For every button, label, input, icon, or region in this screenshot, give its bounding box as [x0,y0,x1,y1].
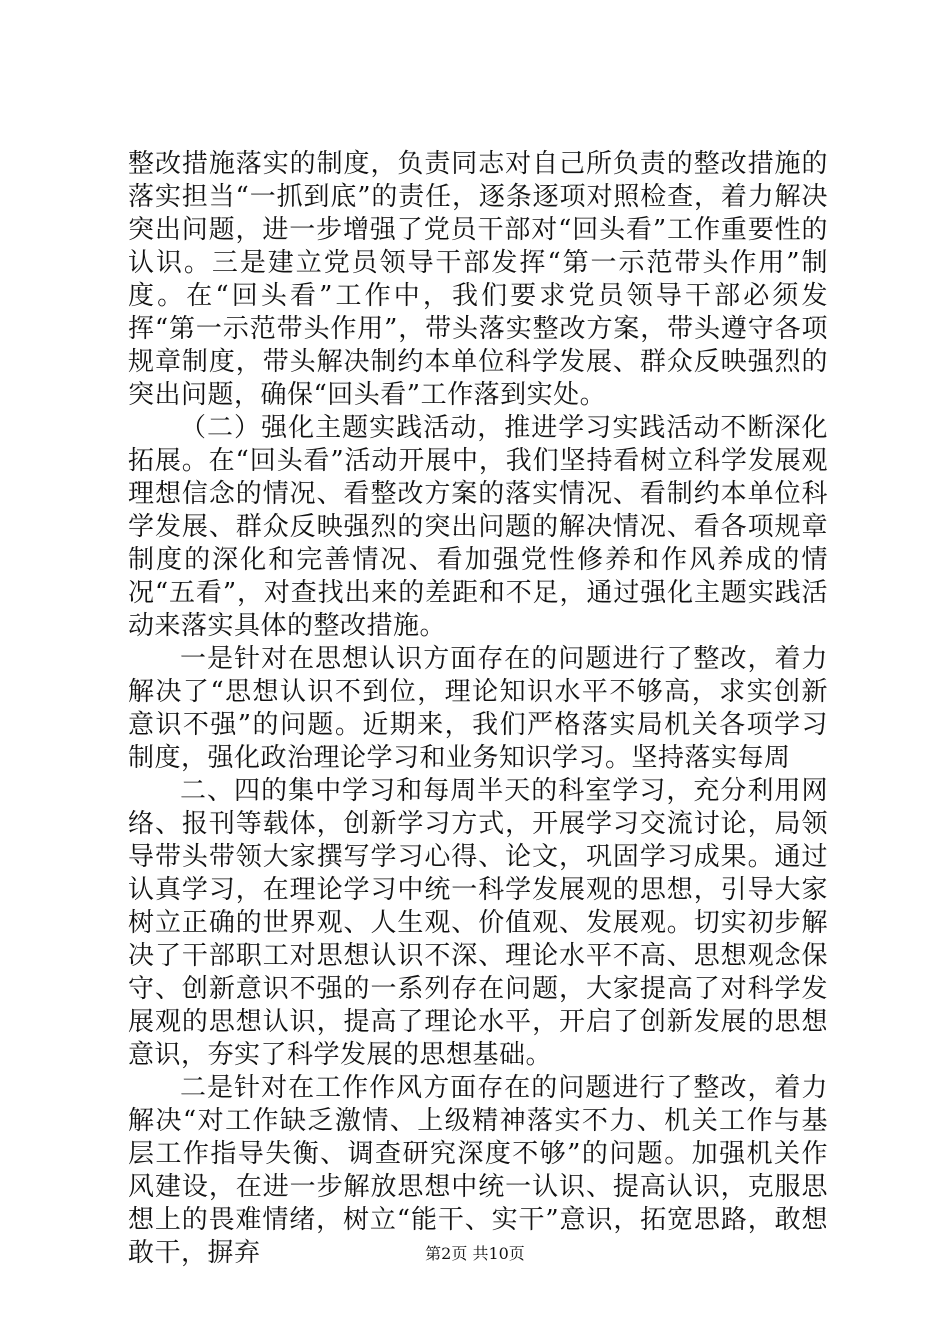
paragraph-3: 一是针对在思想认识方面存在的问题进行了整改，着力解决了“思想认识不到位，理论知识水平不够高，求实创新意识不强”的问题。近期来，我们严格落实局机关各项学习制度，强化政治理论学习和业务知识学习。坚持落实每周 [128,644,828,773]
page-number-footer: 第2页 共10页 [425,1244,525,1263]
paragraph-1: 整改措施落实的制度，负责同志对自己所负责的整改措施的落实担当“一抓到底”的责任，逐条逐项对照检查，着力解决突出问题，进一步增强了党员干部对“回头看”工作重要性的认识。三是建立党员领导干部发挥“第一示范带头作用”制度。在“回头看”工作中，我们要求党员领导干部必须发挥“第一示范带头作用”，带头落实整改方案，带头遵守各项规章制度，带头解决制约本单位科学发展、群众反映强烈的突出问题，确保“回头看”工作落到实处。 [128,149,828,410]
paragraph-4: 二、四的集中学习和每周半天的科室学习，充分利用网络、报刊等载体，创新学习方式，开展学习交流讨论，局领导带头带领大家撰写学习心得、论文，巩固学习成果。通过认真学习，在理论学习中统一科学发展观的思想，引导大家树立正确的世界观、人生观、价值观、发展观。切实初步解决了干部职工对思想认识不深、理论水平不高、思想观念保守、创新意识不强的一系列存在问题，大家提高了对科学发展观的思想认识，提高了理论水平，开启了创新发展的思想意识，夯实了科学发展的思想基础。 [128,776,828,1070]
paragraph-2: （二）强化主题实践活动，推进学习实践活动不断深化拓展。在“回头看”活动开展中，我们坚持看树立科学发展观理想信念的情况、看整改方案的落实情况、看制约本单位科学发展、群众反映强烈的突出问题的解决情况、看各项规章制度的深化和完善情况、看加强党性修养和作风养成的情况“五看”，对查找出来的差距和不足，通过强化主题实践活动来落实具体的整改措施。 [128,413,828,641]
document-body [128,148,828,1270]
paragraph-5: 二是针对在工作作风方面存在的问题进行了整改，着力解决“对工作缺乏激情、上级精神落实不力、机关工作与基层工作指导失衡、调查研究深度不够”的问题。加强机关作风建设，在进一步解放思想中统一认识、提高认识，克服思想上的畏难情绪，树立“能干、实干”意识，拓宽思路，敢想敢干，摒弃 [128,1073,828,1268]
